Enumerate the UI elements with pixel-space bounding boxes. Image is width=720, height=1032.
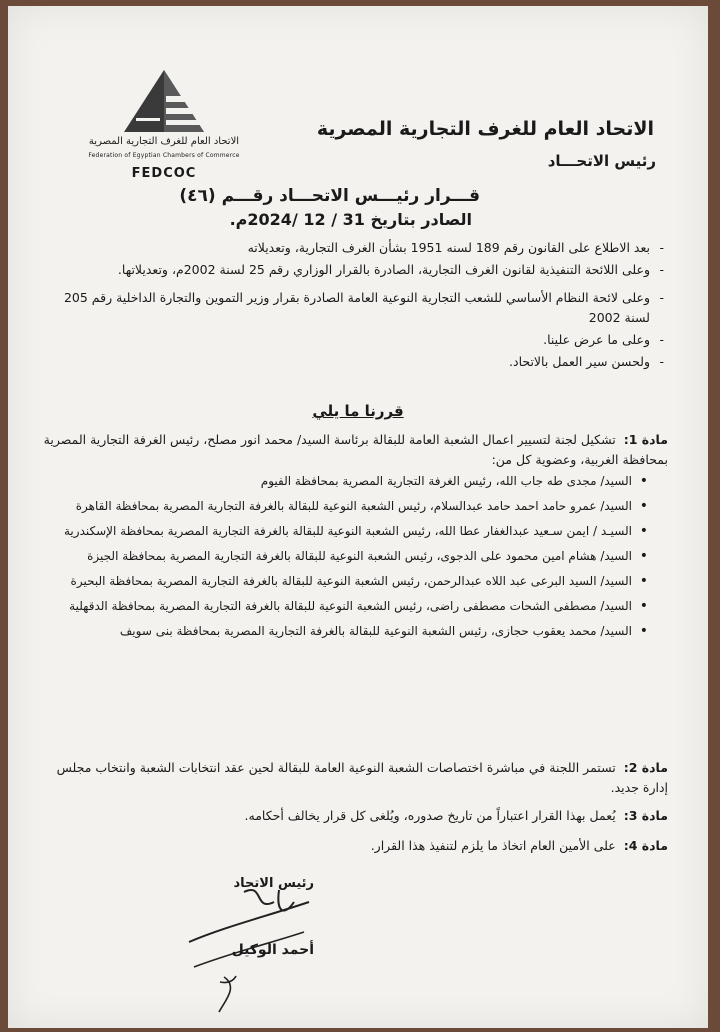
member-item: • السيد/ هشام امين محمود على الدجوى، رئيس الشعبة النوعية للبقالة بالغرفة التجارية المصرية بمحافظة الجيزة	[48, 547, 648, 566]
article-4	[38, 836, 668, 856]
article-3	[38, 806, 668, 826]
member-item: • السيد/ مجدى طه جاب الله، رئيس الغرفة التجارية المصرية بمحافظة الفيوم	[48, 472, 648, 491]
article-1-text: تشكيل لجنة لتسيير اعمال الشعبة العامة للبقالة برئاسة السيد/ محمد انور مصلح، رئيس الغرفة التجارية المصرية بمحافظة الغربية، وعضوية كل من:	[43, 432, 668, 467]
organization-title: الاتحاد العام للغرف التجارية المصرية	[316, 118, 654, 140]
preamble	[44, 238, 664, 374]
article-4-label: مادة 4:	[623, 838, 668, 853]
member-item: • السيـد / ايمن سـعيد عبدالغفار عطا الله، رئيس الشعبة النوعية للبقالة بالغرفة التجارية المصرية بمحافظة الإسكندرية	[48, 522, 648, 541]
preamble-item: - وعلى اللائحة التنفيذية لقانون الغرف التجارية، الصادرة بالقرار الوزاري رقم 25 لسنة 2002م، وتعديلاتها.	[44, 260, 664, 280]
preamble-item: - وعلى ما عرض علينا.	[44, 330, 664, 350]
article-2	[38, 758, 668, 798]
logo-code: FEDCOC	[131, 166, 197, 181]
article-1-label: مادة 1:	[623, 432, 668, 447]
logo-arabic-text: الاتحاد العام للغرف التجارية المصرية	[88, 136, 240, 147]
article-2-label: مادة 2:	[623, 760, 668, 775]
resolved-heading: قررنا ما يلي	[312, 402, 404, 420]
signature-block	[184, 872, 314, 1022]
member-item: • السيد/ عمرو حامد احمد حامد عبدالسلام، رئيس الشعبة النوعية للبقالة بالغرفة التجارية المصرية بمحافظة القاهرة	[48, 497, 648, 516]
article-1	[38, 430, 668, 470]
member-item: • السيد/ السيد البرعى عبد اللاه عبدالرحمن، رئيس الشعبة النوعية للبقالة بالغرفة التجارية المصرية بمحافظة البحيرة	[48, 572, 648, 591]
article-4-text: على الأمين العام اتخاذ ما يلزم لتنفيذ هذا القرار.	[370, 838, 616, 853]
decision-title: قـــرار رئيـــس الاتحـــاد رقـــم (٤٦)	[179, 186, 480, 206]
decision-date: الصادر بتاريخ 31 / 12 /2024م.	[229, 210, 472, 229]
preamble-item: - ولحسن سير العمل بالاتحاد.	[44, 352, 664, 372]
article-3-label: مادة 3:	[623, 808, 668, 823]
preamble-item: - بعد الاطلاع على القانون رقم 189 لسنه 1951 بشأن الغرف التجارية، وتعديلاته	[44, 238, 664, 258]
logo-english-text: Federation of Egyptian Chambers of Commerce	[88, 152, 240, 159]
committee-members	[48, 472, 648, 647]
article-3-text: يُعمل بهذا القرار اعتباراً من تاريخ صدوره، ويُلغى كل قرار يخالف أحكامه.	[244, 808, 616, 823]
pyramid-logo-icon	[114, 66, 214, 136]
organization-subtitle: رئيس الاتحـــاد	[547, 152, 656, 170]
document-page	[8, 6, 708, 1028]
member-item: • السيد/ مصطفى الشحات مصطفى راضى، رئيس الشعبة النوعية للبقالة بالغرفة التجارية المصرية بمحافظة الدقهلية	[48, 597, 648, 616]
member-item: • السيد/ محمد يعقوب حجازى، رئيس الشعبة النوعية للبقالة بالغرفة التجارية المصرية بمحافظة بنى سويف	[48, 622, 648, 641]
article-2-text: تستمر اللجنة في مباشرة اختصاصات الشعبة النوعية العامة للبقالة لحين عقد انتخابات الشعبة وانتخاب مجلس إدارة جديد.	[56, 760, 668, 795]
preamble-item: - وعلى لائحة النظام الأساسي للشعب التجارية النوعية العامة الصادرة بقرار وزير التموين والتجارة الداخلية رقم 205 لسنة 2002	[44, 288, 664, 328]
signature-title: رئيس الاتحاد	[233, 876, 314, 891]
signatory-name: أحمد الوكيل	[231, 942, 314, 958]
fedcoc-logo	[84, 66, 244, 186]
